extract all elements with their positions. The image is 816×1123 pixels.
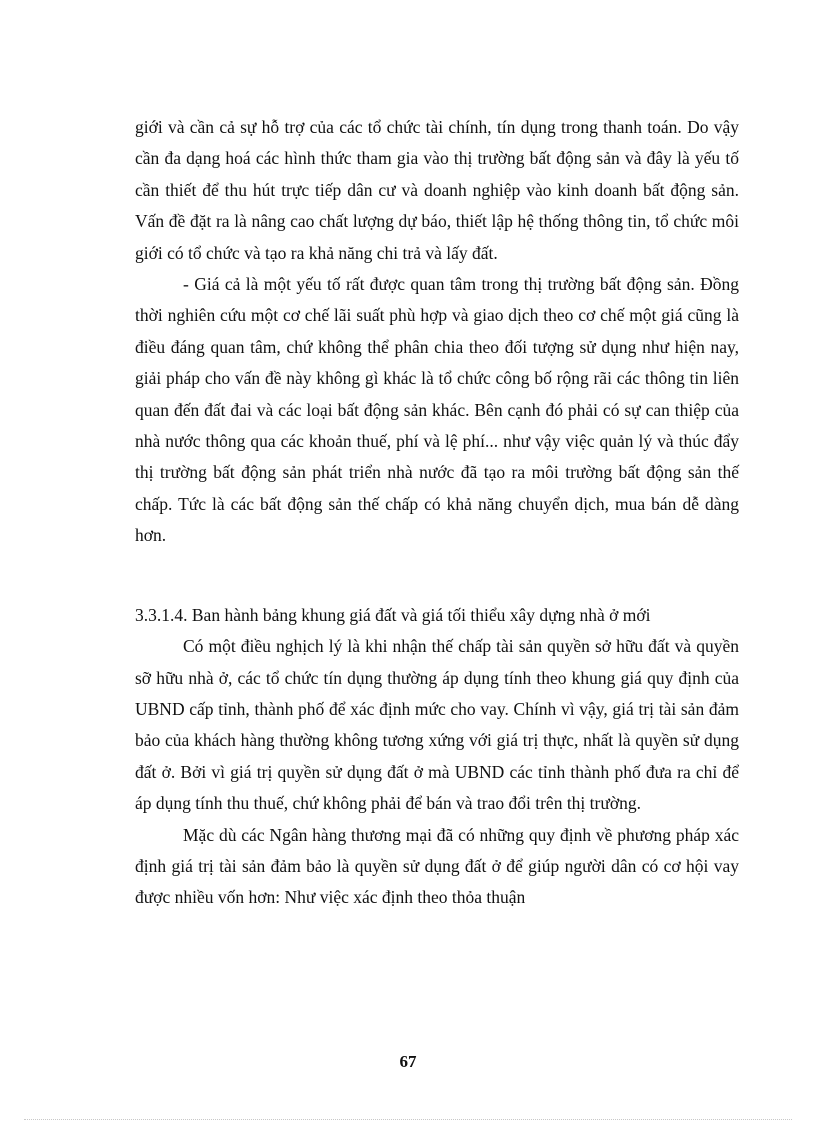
paragraph: giới và cần cả sự hỗ trợ của các tổ chức tài chính, tín dụng trong thanh toán. Do vậy cần đa dạng hoá các hình thức tham gia vào thị trường bất động sản và đây là yếu tố cần thiết để thu hút trực tiếp dân cư và doanh nghiệp vào kinh doanh bất động sản. Vấn đề đặt ra là nâng cao chất lượng dự báo, thiết lập hệ thống thông tin, tổ chức môi giới có tổ chức và tạo ra khả năng chi trả và lấy đất. [135,117,739,263]
paragraph: Có một điều nghịch lý là khi nhận thế chấp tài sản quyền sở hữu đất và quyền sỡ hữu nhà ở, các tổ chức tín dụng thường áp dụng tính theo khung giá quy định của UBND cấp tỉnh, thành phố để xác định mức cho vay. Chính vì vậy, giá trị tài sản đảm bảo của khách hàng thường không tương xứng với giá trị thực, nhất là quyền sử dụng đất ở. Bởi vì giá trị quyền sử dụng đất ở mà UBND các tỉnh thành phố đưa ra chỉ để áp dụng tính thu thuế, chứ không phải để bán và trao đổi trên thị trường. [135,636,739,814]
page-number: 67 [399,1052,417,1071]
paragraph: Mặc dù các Ngân hàng thương mại đã có những quy định về phương pháp xác định giá trị tài sản đảm bảo là quyền sử dụng đất ở để giúp người dân có cơ hội vay được nhiều vốn hơn: Như việc xác định theo thỏa thuận [135,824,739,908]
section-heading: 3.3.1.4. Ban hành bảng khung giá đất và giá tối thiểu xây dựng nhà ở mới [135,604,651,625]
section-spacer [135,552,739,600]
paragraph: - Giá cả là một yếu tố rất được quan tâm trong thị trường bất động sản. Đồng thời nghiên cứu một cơ chế lãi suất phù hợp và giao dịch theo cơ chế một giá cũng là điều đáng quan tâm, chứ không thể phân chia theo đối tượng sử dụng như hiện nay, giải pháp cho vấn đề này không gì khác là tổ chức công bố rộng rãi các thông tin liên quan đến đất đai và các loại bất động sản khác. Bên cạnh đó phải có sự can thiệp của nhà nước thông qua các khoản thuế, phí và lệ phí... như vậy việc quản lý và thúc đẩy thị trường bất động sản phát triển nhà nước đã tạo ra môi trường bất động sản thế chấp. Tức là các bất động sản thế chấp có khả năng chuyển dịch, mua bán dễ dàng hơn. [135,274,739,546]
body-text [135,112,739,914]
footer-divider [24,1119,792,1120]
